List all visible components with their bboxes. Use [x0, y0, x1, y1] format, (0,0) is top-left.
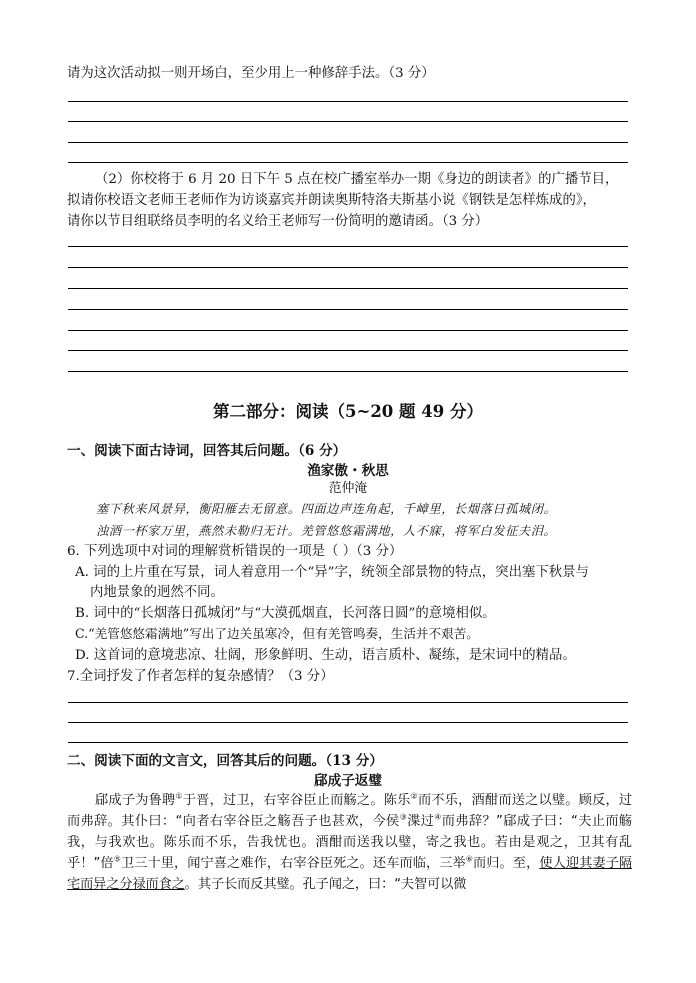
poem-line-1: 塞下秋来风景异，衡阳雁去无留意。四面边声连角起，千嶂里，长烟落日孤城闭。: [96, 502, 557, 516]
q1-instruction: 请为这次活动拟一则开场白，至少用上一种修辞手法。（3 分）: [67, 66, 435, 81]
answer-line[interactable]: [68, 330, 628, 331]
answer-line[interactable]: [68, 371, 628, 372]
footnote-marker: ④: [434, 812, 442, 822]
answer-line[interactable]: [68, 722, 628, 723]
q6-option-a: A. 词的上片重在写景，词人着意用一个“异”字，统领全部景物的特点，突出塞下秋景与: [75, 565, 589, 580]
footnote-marker: ③: [399, 812, 408, 822]
answer-line[interactable]: [68, 246, 628, 247]
q2-line-2: 拟请你校语文老师王老师作为访谈嘉宾并朗读奥斯特洛夫斯基小说《钢铁是怎样炼成的》，: [67, 193, 596, 208]
answer-line[interactable]: [68, 742, 628, 743]
answer-line[interactable]: [68, 702, 628, 703]
answer-line[interactable]: [68, 101, 628, 102]
q6-option-b: B. 词中的“长烟落日孤城闭”与“大漠孤烟直，长河落日圆”的意境相似。: [75, 606, 496, 621]
answer-line[interactable]: [68, 350, 628, 351]
section-heading: 一、阅读下面古诗词，回答其后问题。（6 分）: [67, 443, 347, 459]
answer-line[interactable]: [68, 142, 628, 143]
classical-text-paragraph: 郈成子为鲁聘①于晋，过卫，右宰谷臣止而觞之。陈乐②而不乐，酒酣而送之以璧。顾反，过而弗辞。其仆曰：“向者右宰谷臣之觞吾子也甚欢，今侯③渫过④而弗辞？”郈成子曰：“夫止而觞我，与我欢也。陈乐而不乐，告我忧也。酒酣而送我以璧，寄之我也。若由是观之，卫其有乱乎！”倍⑤卫三十里，闻宁喜之难作，右宰谷臣死之。还车而临，三举⑥而归。至，使人迎其妻子隔宅而异之分禄而食之。其子长而反其璧。孔子闻之，曰：“夫智可以微: [67, 791, 632, 892]
answer-line[interactable]: [68, 309, 628, 310]
footnote-marker: ⑥: [465, 854, 474, 864]
part-title: 第二部分：阅读（5~20 题 49 分）: [213, 402, 483, 421]
poem-title: 渔家傲・秋思: [307, 463, 389, 479]
answer-line[interactable]: [68, 162, 628, 163]
answer-line[interactable]: [68, 121, 628, 122]
q6-stem: 6. 下列选项中对词的理解赏析错误的一项是（ ）（3 分）: [67, 544, 403, 559]
q2-line-1: （2）你校将于 6 月 20 日下午 5 点在校广播室举办一期《身边的朗读者》的广播节目，: [95, 172, 619, 187]
section-heading: 二、阅读下面的文言文，回答其后的问题。（13 分）: [67, 753, 383, 769]
footnote-marker: ②: [410, 791, 418, 801]
poem-author: 范仲淹: [328, 481, 368, 496]
answer-line[interactable]: [68, 288, 628, 289]
footnote-marker: ⑤: [113, 854, 121, 864]
footnote-marker: ①: [175, 791, 183, 801]
q6-option-a-cont: 内地景象的迥然不同。: [90, 585, 224, 600]
poem-line-2: 浊酒一杯家万里，燕然未勒归无计。羌管悠悠霜满地，人不寐，将军白发征夫泪。: [96, 524, 557, 538]
q2-line-3: 请你以节目组联络员李明的名义给王老师写一份简明的邀请函。（3 分）: [67, 214, 489, 229]
underlined-sentence: 使人迎其妻子隔宅而异之分禄而食之: [67, 856, 632, 892]
text-title: 郈成子返璧: [314, 773, 382, 789]
q6-option-d: D. 这首词的意境悲凉、壮阔，形象鲜明、生动，语言质朴、凝练，是宋词中的精品。: [75, 648, 576, 663]
answer-line[interactable]: [68, 267, 628, 268]
q7: 7.全词抒发了作者怎样的复杂感情？（3 分）: [67, 669, 334, 684]
q6-option-c: C.“羌管悠悠霜满地”写出了边关虽寒冷，但有羌管鸣奏，生活并不艰苦。: [75, 626, 479, 641]
